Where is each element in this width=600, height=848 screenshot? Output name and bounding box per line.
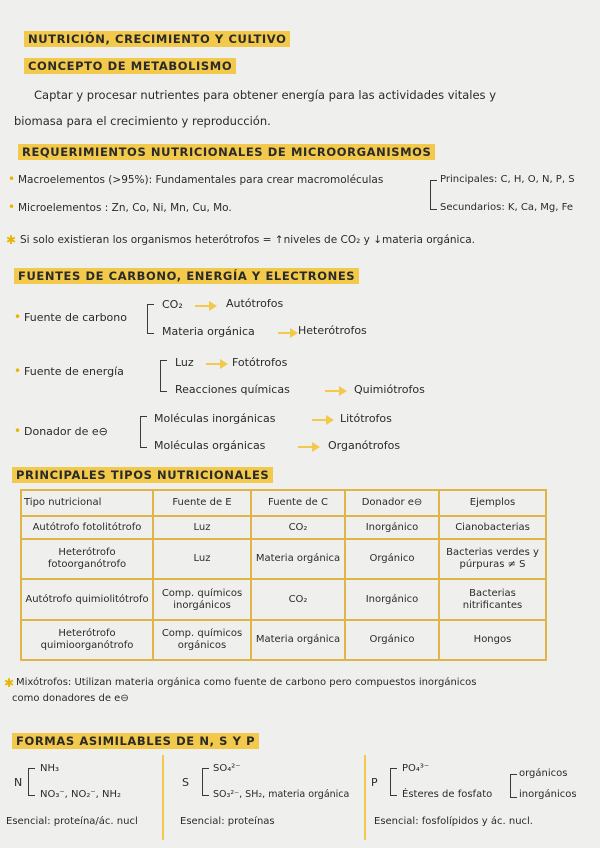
divider (364, 755, 366, 840)
brace (28, 768, 35, 796)
brace (390, 768, 397, 796)
table-cell: Bacterias verdes y púrpuras ≠ S (439, 539, 546, 579)
star-icon: ✱ (6, 233, 17, 247)
energy-opt-1: Luz (175, 356, 194, 369)
energy-res-2: Quimiótrofos (354, 383, 425, 396)
bullet-icon: • (14, 310, 22, 324)
donor-opt-2: Moléculas orgánicas (154, 439, 266, 452)
energy-res-1: Fotótrofos (232, 356, 288, 369)
carbon-source-label: Fuente de carbono (24, 311, 127, 324)
bullet-icon: • (14, 364, 22, 378)
bullet-icon: • (8, 200, 16, 214)
table-cell: Hongos (439, 620, 546, 660)
requirements-title: REQUERIMIENTOS NUTRICIONALES DE MICROORGANISMOS (18, 144, 435, 160)
arrow-icon (195, 305, 215, 307)
table-header: Tipo nutricional (21, 490, 153, 516)
mixotrophs-line-2: como donadores de e⊖ (12, 693, 129, 704)
table-row (21, 579, 546, 619)
secondary-elements: Secundarios: K, Ca, Mg, Fe (440, 202, 573, 213)
macroelements: Macroelementos (>95%): Fundamentales para crear macromoléculas (18, 174, 384, 186)
star-icon: ✱ (4, 676, 15, 690)
bullet-icon: • (8, 172, 16, 186)
table-cell: Luz (153, 539, 251, 579)
table-cell: Luz (153, 516, 251, 539)
table-cell: Bacterias nitrificantes (439, 579, 546, 619)
carbon-opt-1: CO₂ (162, 298, 183, 311)
arrow-icon (325, 390, 345, 392)
table-cell: Materia orgánica (251, 620, 345, 660)
arrow-icon (206, 363, 226, 365)
carbon-res-2: Heterótrofos (298, 324, 367, 337)
table-cell: Orgánico (345, 539, 439, 579)
table-header: Donador e⊖ (345, 490, 439, 516)
phosphorus-organic: orgánicos (519, 768, 568, 779)
table-cell: Comp. químicos inorgánicos (153, 579, 251, 619)
table-cell: CO₂ (251, 516, 345, 539)
table-cell: Cianobacterias (439, 516, 546, 539)
carbon-opt-2: Materia orgánica (162, 325, 255, 338)
table-cell: Comp. químicos orgánicos (153, 620, 251, 660)
nutritional-types-table (20, 489, 547, 661)
phosphorus-inorganic: inorgánicos (519, 789, 577, 800)
table-row (21, 539, 546, 579)
table-cell: Inorgánico (345, 516, 439, 539)
table-cell: Heterótrofo fotoorganótrofo (21, 539, 153, 579)
microelements: Microelementos : Zn, Co, Ni, Mn, Cu, Mo. (18, 202, 232, 214)
donor-res-2: Organótrofos (328, 439, 401, 452)
table-cell: Autótrofo fotolitótrofo (21, 516, 153, 539)
brace (510, 774, 517, 798)
donor-label: Donador de e⊖ (24, 425, 108, 438)
arrow-icon (278, 332, 296, 334)
table-row (21, 516, 546, 539)
table-header-row (21, 490, 546, 516)
energy-opt-2: Reacciones químicas (175, 383, 290, 396)
sulfur-label: S (182, 776, 189, 789)
nitrogen-form-2: NO₃⁻, NO₂⁻, NH₂ (40, 789, 122, 800)
donor-opt-1: Moléculas inorgánicas (154, 412, 276, 425)
metabolism-line-1: Captar y procesar nutrientes para obtener energía para las actividades vitales y (34, 88, 497, 102)
phosphorus-essential: Esencial: fosfolípidos y ác. nucl. (374, 816, 533, 827)
bullet-icon: • (14, 424, 22, 438)
divider (162, 755, 164, 840)
sources-title: FUENTES DE CARBONO, ENERGÍA Y ELECTRONES (14, 268, 359, 284)
table-cell: Heterótrofo quimioorganótrofo (21, 620, 153, 660)
nitrogen-form-1: NH₃ (40, 763, 60, 774)
principal-elements: Principales: C, H, O, N, P, S (440, 174, 575, 185)
table-header: Ejemplos (439, 490, 546, 516)
brace (430, 180, 437, 210)
carbon-res-1: Autótrofos (226, 297, 284, 310)
sulfur-essential: Esencial: proteínas (180, 816, 275, 827)
table-header: Fuente de E (153, 490, 251, 516)
table-cell: Autótrofo quimiolitótrofo (21, 579, 153, 619)
table-cell: CO₂ (251, 579, 345, 619)
arrow-icon (298, 446, 318, 448)
table-row (21, 620, 546, 660)
sulfur-form-2: SO₃²⁻, SH₂, materia orgánica (213, 789, 350, 800)
table-cell: Materia orgánica (251, 539, 345, 579)
brace (160, 360, 167, 392)
nitrogen-essential: Esencial: proteína/ác. nucl (6, 816, 138, 827)
energy-source-label: Fuente de energía (24, 365, 124, 378)
phosphorus-form-2: Ésteres de fosfato (402, 789, 493, 800)
donor-res-1: Litótrofos (340, 412, 392, 425)
table-cell: Orgánico (345, 620, 439, 660)
phosphorus-form-1: PO₄³⁻ (402, 763, 430, 774)
arrow-icon (312, 419, 332, 421)
metabolism-line-2: biomasa para el crecimiento y reproducción. (14, 114, 271, 128)
mixotrophs-line-1: Mixótrofos: Utilizan materia orgánica como fuente de carbono pero compuestos inorgánicos (16, 677, 477, 688)
phosphorus-label: P (371, 776, 378, 789)
heterotroph-note: Si solo existieran los organismos heterótrofos = ↑niveles de CO₂ y ↓materia orgánica. (20, 234, 476, 246)
types-title: PRINCIPALES TIPOS NUTRICIONALES (12, 467, 273, 483)
brace (140, 416, 147, 448)
brace (202, 768, 209, 796)
brace (147, 304, 154, 334)
metabolism-title: CONCEPTO DE METABOLISMO (24, 58, 236, 74)
main-title: NUTRICIÓN, CRECIMIENTO Y CULTIVO (24, 31, 290, 47)
table-cell: Inorgánico (345, 579, 439, 619)
sulfur-form-1: SO₄²⁻ (213, 763, 241, 774)
forms-title: FORMAS ASIMILABLES DE N, S Y P (12, 733, 259, 749)
table-header: Fuente de C (251, 490, 345, 516)
nitrogen-label: N (14, 776, 23, 789)
